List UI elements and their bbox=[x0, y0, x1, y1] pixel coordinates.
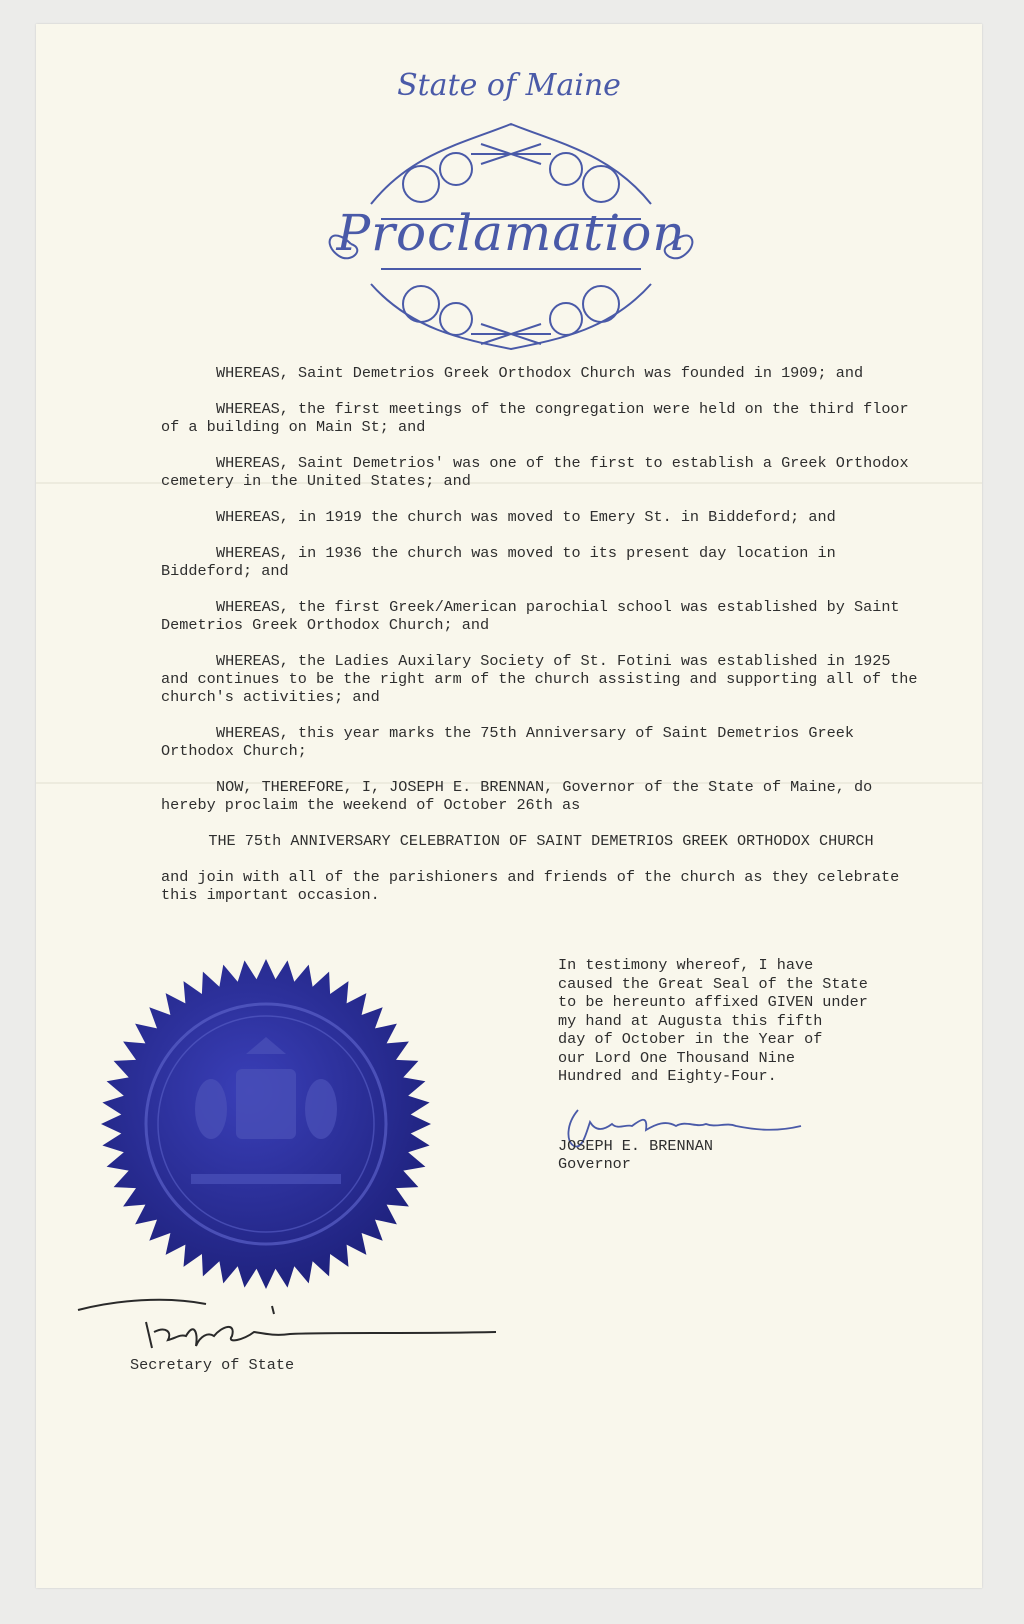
proclamation-body bbox=[161, 364, 927, 922]
governor-title: Governor bbox=[558, 1155, 631, 1173]
testimony-text: In testimony whereof, I have caused the Great Seal of the State to be hereunto affixed GIVEN under my hand at Augusta this fifth day of October in the Year of our Lord One Thousand Nine Hundred and Eighty-Four. bbox=[558, 956, 868, 1085]
secretary-label: Secretary of State bbox=[130, 1356, 295, 1374]
closing-paragraph: and join with all of the parishioners and friends of the church as they celebrate this important occasion. bbox=[161, 868, 909, 904]
great-seal bbox=[96, 959, 436, 1289]
therefore-paragraph: NOW, THEREFORE, I, JOSEPH E. BRENNAN, Governor of the State of Maine, do hereby proclaim the weekend of October 26th as bbox=[161, 778, 882, 814]
whereas-paragraph: WHEREAS, Saint Demetrios Greek Orthodox Church was founded in 1909; and bbox=[216, 364, 864, 382]
whereas-paragraph: WHEREAS, Saint Demetrios' was one of the first to establish a Greek Orthodox cemetery in the United States; and bbox=[161, 454, 918, 490]
whereas-paragraph: WHEREAS, the first Greek/American parochial school was established by Saint Demetrios Greek Orthodox Church; and bbox=[161, 598, 909, 634]
celebration-title: THE 75th ANNIVERSARY CELEBRATION OF SAINT DEMETRIOS GREEK ORTHODOX CHURCH bbox=[208, 832, 874, 850]
proclamation-title: Proclamation bbox=[336, 204, 686, 262]
state-title: State of Maine bbox=[397, 68, 621, 103]
whereas-paragraph: WHEREAS, this year marks the 75th Anniversary of Saint Demetrios Greek Orthodox Church; bbox=[161, 724, 864, 760]
governor-name: JOSEPH E. BRENNAN bbox=[558, 1137, 713, 1155]
seal-icon bbox=[96, 959, 436, 1289]
whereas-paragraph: WHEREAS, in 1919 the church was moved to Emery St. in Biddeford; and bbox=[216, 508, 836, 526]
whereas-paragraph: WHEREAS, the Ladies Auxilary Society of St. Fotini was established in 1925 and continues to be the right arm of the church assisting and supporting all of the church's activities; and bbox=[161, 652, 927, 706]
proclamation-emblem bbox=[311, 114, 711, 354]
proclamation-page bbox=[36, 24, 982, 1588]
whereas-paragraph: WHEREAS, in 1936 the church was moved to its present day location in Biddeford; and bbox=[161, 544, 845, 580]
whereas-paragraph: WHEREAS, the first meetings of the congregation were held on the third floor of a building on Main St; and bbox=[161, 400, 918, 436]
